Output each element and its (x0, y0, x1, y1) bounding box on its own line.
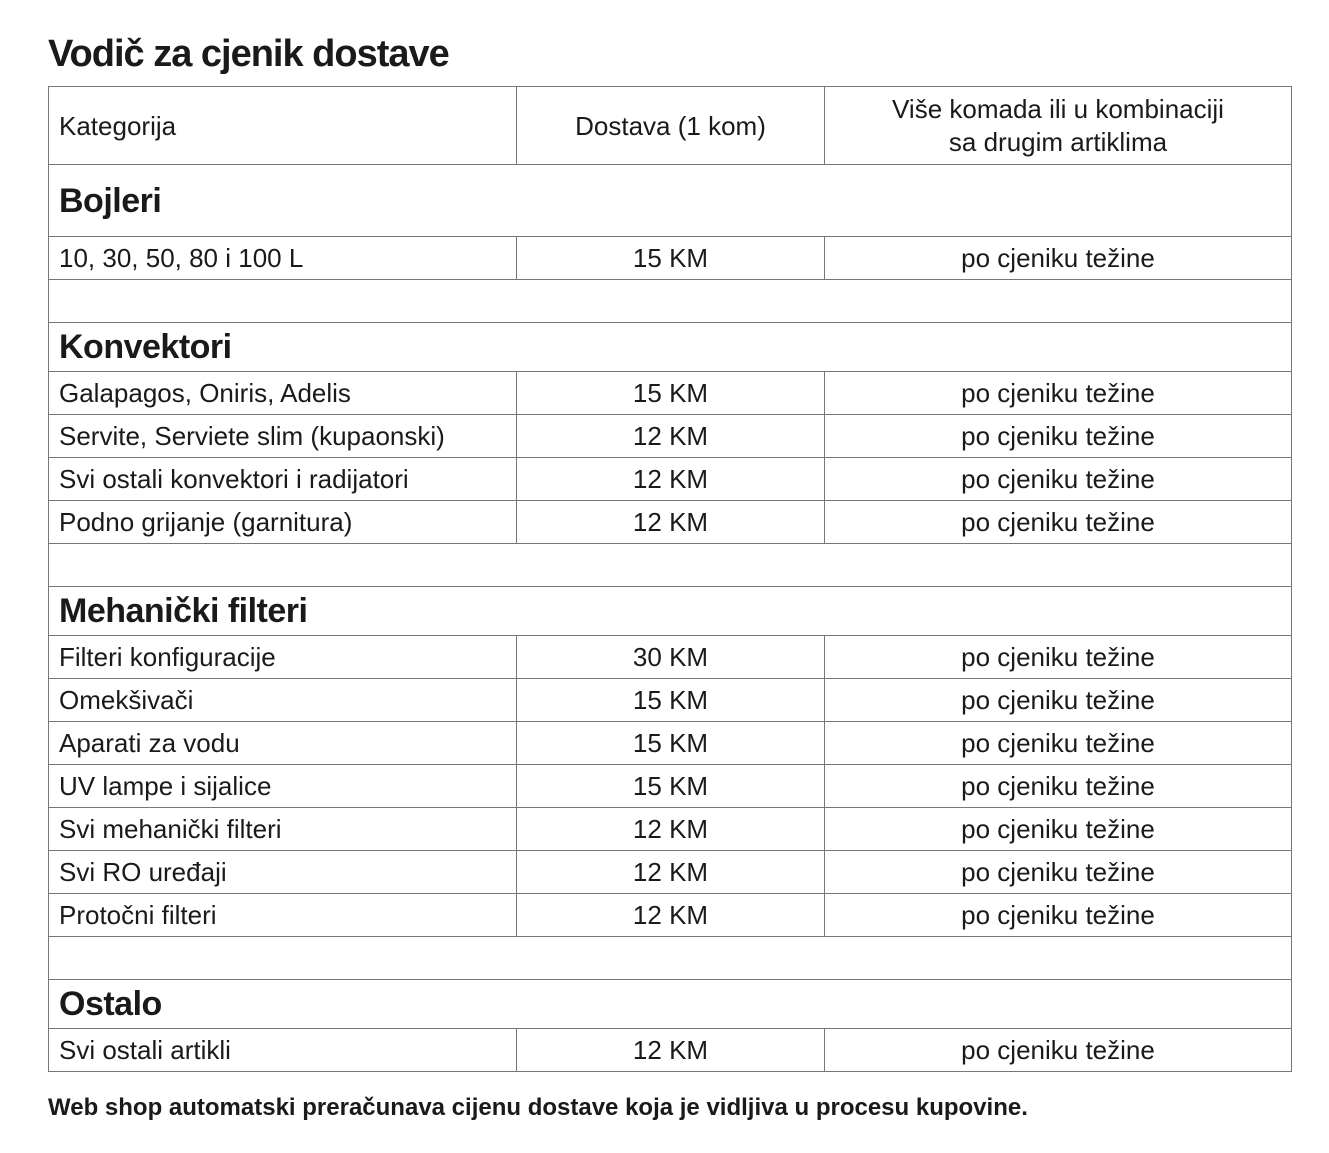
row-single-price: 12 KM (517, 415, 825, 458)
page-title: Vodič za cjenik dostave (48, 33, 449, 75)
spacer-row (49, 544, 1292, 587)
header-multi-delivery (825, 87, 1292, 165)
row-category: Svi ostali artikli (49, 1029, 517, 1072)
row-single-price: 15 KM (517, 722, 825, 765)
row-category: Podno grijanje (garnitura) (49, 501, 517, 544)
row-category: Servite, Serviete slim (kupaonski) (49, 415, 517, 458)
table-row (49, 415, 1292, 458)
row-category: Aparati za vodu (49, 722, 517, 765)
table-row (49, 1029, 1292, 1072)
row-single-price: 12 KM (517, 1029, 825, 1072)
table-row (49, 501, 1292, 544)
section-row-ostalo (49, 980, 1292, 1029)
header-single-delivery: Dostava (1 kom) (517, 87, 825, 165)
row-multi-price: po cjeniku težine (825, 808, 1292, 851)
table-header-row (49, 87, 1292, 165)
row-category: 10, 30, 50, 80 i 100 L (49, 237, 517, 280)
row-category: Protočni filteri (49, 894, 517, 937)
row-single-price: 12 KM (517, 808, 825, 851)
row-category: UV lampe i sijalice (49, 765, 517, 808)
row-category: Svi ostali konvektori i radijatori (49, 458, 517, 501)
row-category: Galapagos, Oniris, Adelis (49, 372, 517, 415)
spacer-row (49, 937, 1292, 980)
section-title: Mehanički filteri (49, 587, 1292, 636)
row-single-price: 12 KM (517, 458, 825, 501)
spacer-cell (49, 544, 1292, 587)
row-multi-price: po cjeniku težine (825, 722, 1292, 765)
spacer-cell (49, 280, 1292, 323)
shipping-price-table (48, 86, 1292, 1072)
row-multi-price: po cjeniku težine (825, 458, 1292, 501)
row-multi-price: po cjeniku težine (825, 636, 1292, 679)
row-multi-price: po cjeniku težine (825, 237, 1292, 280)
footer-note: Web shop automatski preračunava cijenu dostave koja je vidljiva u procesu kupovine. (48, 1094, 1028, 1121)
row-multi-price: po cjeniku težine (825, 1029, 1292, 1072)
section-row-mehanicki-filteri (49, 587, 1292, 636)
row-single-price: 15 KM (517, 765, 825, 808)
row-multi-price: po cjeniku težine (825, 372, 1292, 415)
table-row (49, 372, 1292, 415)
row-category: Omekšivači (49, 679, 517, 722)
section-row-konvektori (49, 323, 1292, 372)
section-title: Bojleri (49, 165, 1292, 237)
header-category: Kategorija (49, 87, 517, 165)
spacer-row (49, 280, 1292, 323)
spacer-cell (49, 937, 1292, 980)
row-single-price: 12 KM (517, 894, 825, 937)
table-row (49, 722, 1292, 765)
row-single-price: 15 KM (517, 237, 825, 280)
row-multi-price: po cjeniku težine (825, 894, 1292, 937)
table-row (49, 851, 1292, 894)
row-category: Svi RO uređaji (49, 851, 517, 894)
row-multi-price: po cjeniku težine (825, 679, 1292, 722)
section-title: Ostalo (49, 980, 1292, 1029)
table-row (49, 894, 1292, 937)
row-multi-price: po cjeniku težine (825, 415, 1292, 458)
table-row (49, 636, 1292, 679)
row-single-price: 30 KM (517, 636, 825, 679)
row-multi-price: po cjeniku težine (825, 501, 1292, 544)
row-multi-price: po cjeniku težine (825, 851, 1292, 894)
row-single-price: 15 KM (517, 679, 825, 722)
section-row-bojleri (49, 165, 1292, 237)
header-multi-line2: sa drugim artiklima (948, 126, 1168, 157)
table-row (49, 237, 1292, 280)
row-category: Svi mehanički filteri (49, 808, 517, 851)
row-single-price: 12 KM (517, 501, 825, 544)
table-row (49, 765, 1292, 808)
table-row (49, 458, 1292, 501)
row-category: Filteri konfiguracije (49, 636, 517, 679)
row-single-price: 15 KM (517, 372, 825, 415)
row-single-price: 12 KM (517, 851, 825, 894)
section-title: Konvektori (49, 323, 1292, 372)
table-row (49, 679, 1292, 722)
header-multi-line1: Više komada ili u kombinaciji (892, 93, 1224, 124)
table-row (49, 808, 1292, 851)
row-multi-price: po cjeniku težine (825, 765, 1292, 808)
